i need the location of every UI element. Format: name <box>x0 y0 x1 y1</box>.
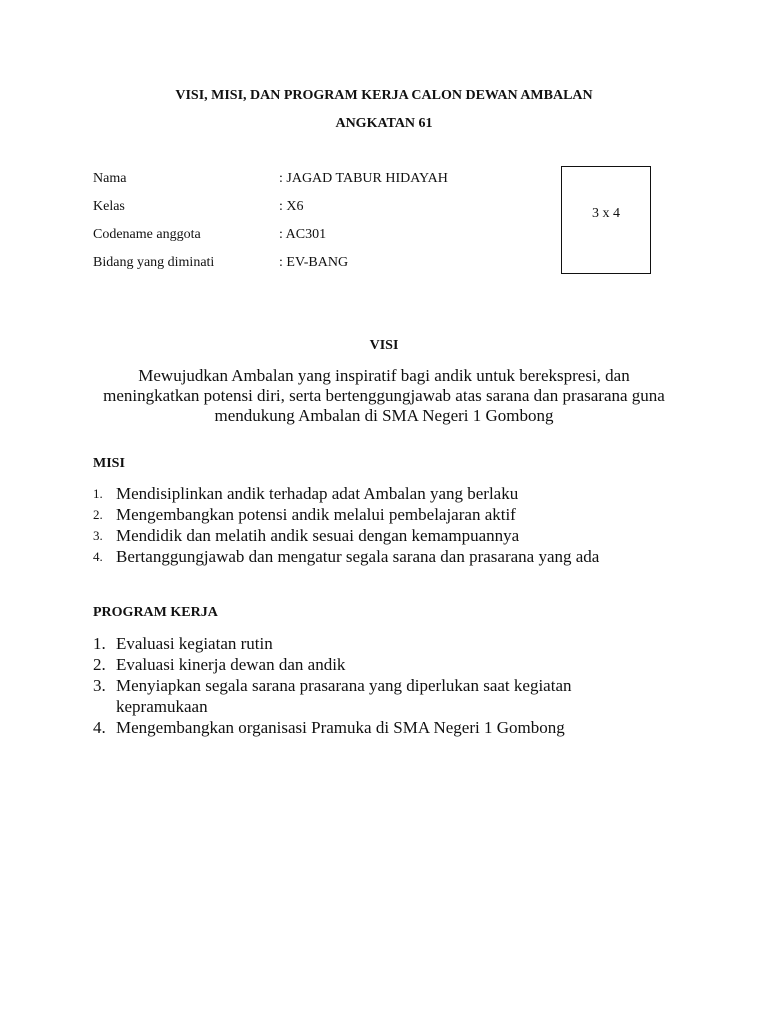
list-text: Mendidik dan melatih andik sesuai dengan kemampuannya <box>116 526 520 545</box>
document-title: VISI, MISI, DAN PROGRAM KERJA CALON DEWAN AMBALAN <box>175 88 593 103</box>
info-label: Kelas <box>93 199 125 214</box>
list-item <box>93 525 656 546</box>
list-number: 1. <box>93 486 103 501</box>
list-number: 3. <box>93 676 106 695</box>
document-subtitle: ANGKATAN 61 <box>335 116 433 131</box>
list-item <box>93 546 656 567</box>
misi-heading: MISI <box>93 456 125 471</box>
list-item <box>93 654 656 675</box>
program-kerja-heading: PROGRAM KERJA <box>93 605 218 620</box>
info-row-bidang <box>93 255 448 283</box>
list-item <box>93 675 656 717</box>
info-label: Codename anggota <box>93 227 201 242</box>
visi-text: Mewujudkan Ambalan yang inspiratif bagi andik untuk berekspresi, dan meningkatkan potensi diri, serta bertenggungjawab atas sarana dan prasarana guna mendukung Ambalan di SMA Negeri 1 Gombong <box>103 366 665 425</box>
photo-placeholder <box>561 166 651 274</box>
list-text: Mengembangkan potensi andik melalui pembelajaran aktif <box>116 505 516 524</box>
info-value: : AC301 <box>279 227 327 242</box>
info-row-nama <box>93 171 448 199</box>
misi-list <box>93 483 656 567</box>
list-item <box>93 504 656 525</box>
info-row-kelas <box>93 199 448 227</box>
candidate-info <box>93 171 448 283</box>
visi-heading: VISI <box>369 338 399 353</box>
list-item <box>93 483 656 504</box>
list-number: 2. <box>93 655 106 674</box>
info-value: : EV-BANG <box>279 255 349 270</box>
photo-size-label: 3 x 4 <box>592 206 620 221</box>
list-number: 4. <box>93 718 106 737</box>
list-text: Mengembangkan organisasi Pramuka di SMA Negeri 1 Gombong <box>116 718 565 737</box>
list-item <box>93 633 656 654</box>
list-text: Mendisiplinkan andik terhadap adat Ambalan yang berlaku <box>116 484 519 503</box>
info-label: Nama <box>93 171 127 186</box>
list-text: Bertanggungjawab dan mengatur segala sarana dan prasarana yang ada <box>116 547 600 566</box>
list-number: 4. <box>93 549 103 564</box>
list-text: Evaluasi kinerja dewan dan andik <box>116 655 346 674</box>
list-number: 2. <box>93 507 103 522</box>
list-text: Menyiapkan segala sarana prasarana yang diperlukan saat kegiatan kepramukaan <box>116 676 572 716</box>
info-value: : X6 <box>279 199 304 214</box>
list-item <box>93 717 656 738</box>
info-row-codename <box>93 227 448 255</box>
list-number: 1. <box>93 634 106 653</box>
program-kerja-list <box>93 633 656 738</box>
info-value: : JAGAD TABUR HIDAYAH <box>279 171 448 186</box>
list-number: 3. <box>93 528 103 543</box>
info-label: Bidang yang diminati <box>93 255 215 270</box>
list-text: Evaluasi kegiatan rutin <box>116 634 273 653</box>
